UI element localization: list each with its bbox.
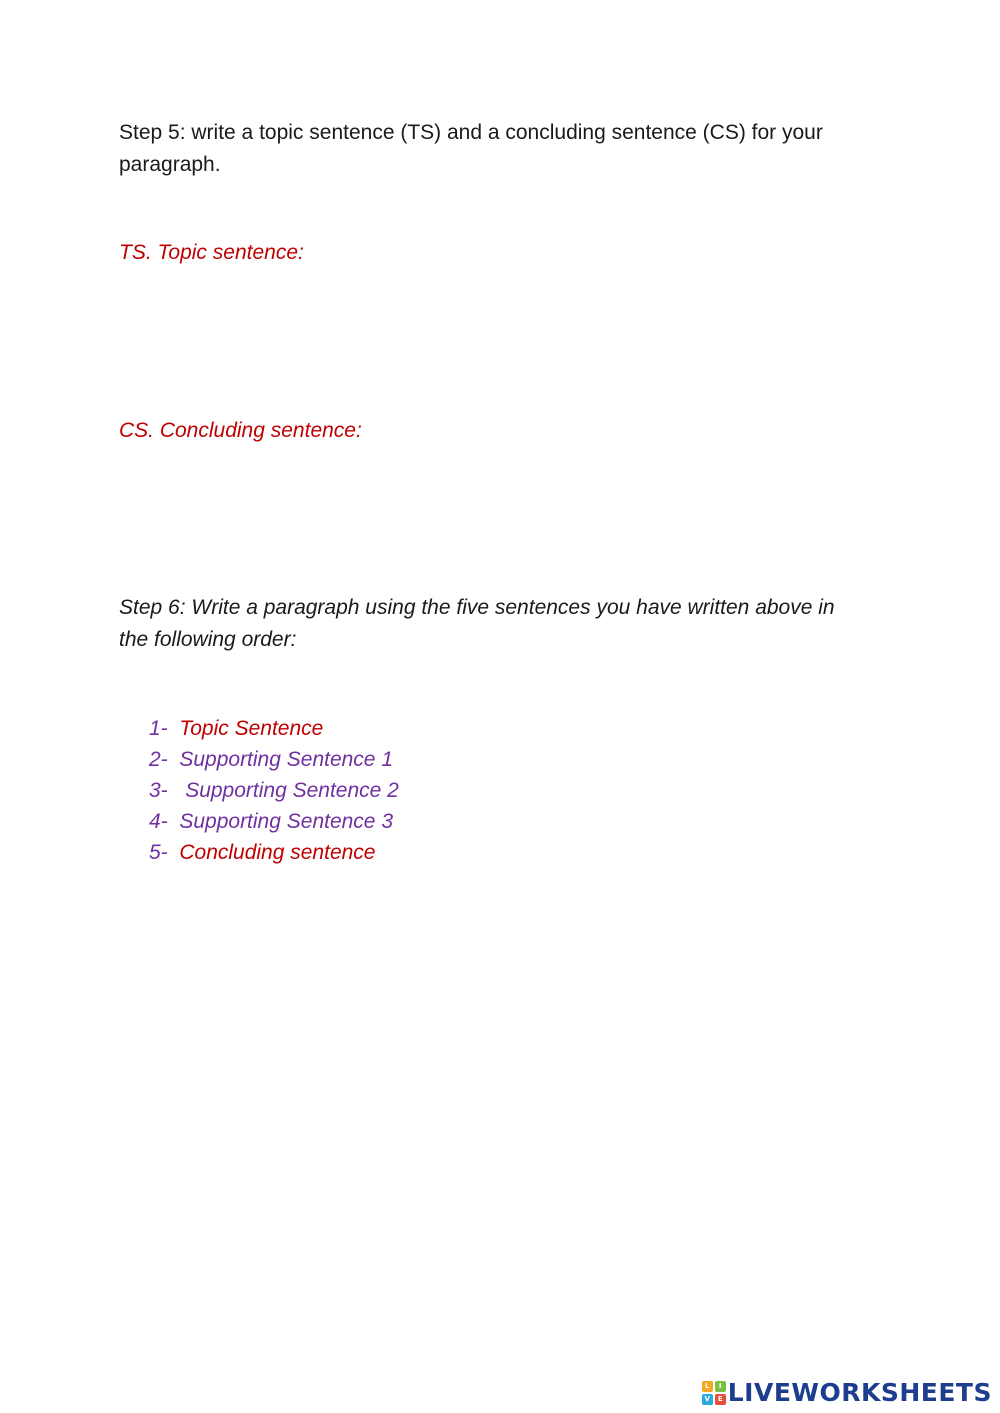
list-item — [149, 837, 399, 868]
list-item-label: Supporting Sentence 2 — [185, 779, 399, 802]
concluding-sentence-answer-area[interactable] — [119, 454, 879, 544]
list-item-label: Topic Sentence — [179, 717, 324, 740]
list-item — [149, 806, 399, 837]
topic-sentence-label: TS. Topic sentence: — [119, 241, 304, 264]
list-item-number: 3- — [149, 779, 186, 802]
list-item-label: Concluding sentence — [179, 841, 376, 864]
list-item-number: 5- — [149, 841, 180, 864]
step5-instruction: Step 5: write a topic sentence (TS) and a concluding sentence (CS) for your paragraph. — [119, 121, 823, 176]
list-item-number: 1- — [149, 717, 180, 740]
list-item-number: 4- — [149, 810, 180, 833]
brand-wordmark: LIVEWORKSHEETS — [727, 1378, 992, 1407]
list-item-label: Supporting Sentence 3 — [179, 810, 394, 833]
concluding-sentence-label: CS. Concluding sentence: — [119, 419, 362, 442]
list-item — [149, 713, 399, 744]
step6-instruction: Step 6: Write a paragraph using the five sentences you have written above in the following order: — [119, 596, 835, 651]
list-item-label: Supporting Sentence 1 — [179, 748, 394, 771]
list-item — [149, 744, 399, 775]
liveworksheets-logo-icon: L I V E — [702, 1381, 726, 1405]
liveworksheets-brand — [702, 1379, 992, 1407]
topic-sentence-answer-area[interactable] — [119, 276, 879, 366]
paragraph-order-list — [149, 713, 399, 868]
list-item-number: 2- — [149, 748, 180, 771]
list-item — [149, 775, 399, 806]
